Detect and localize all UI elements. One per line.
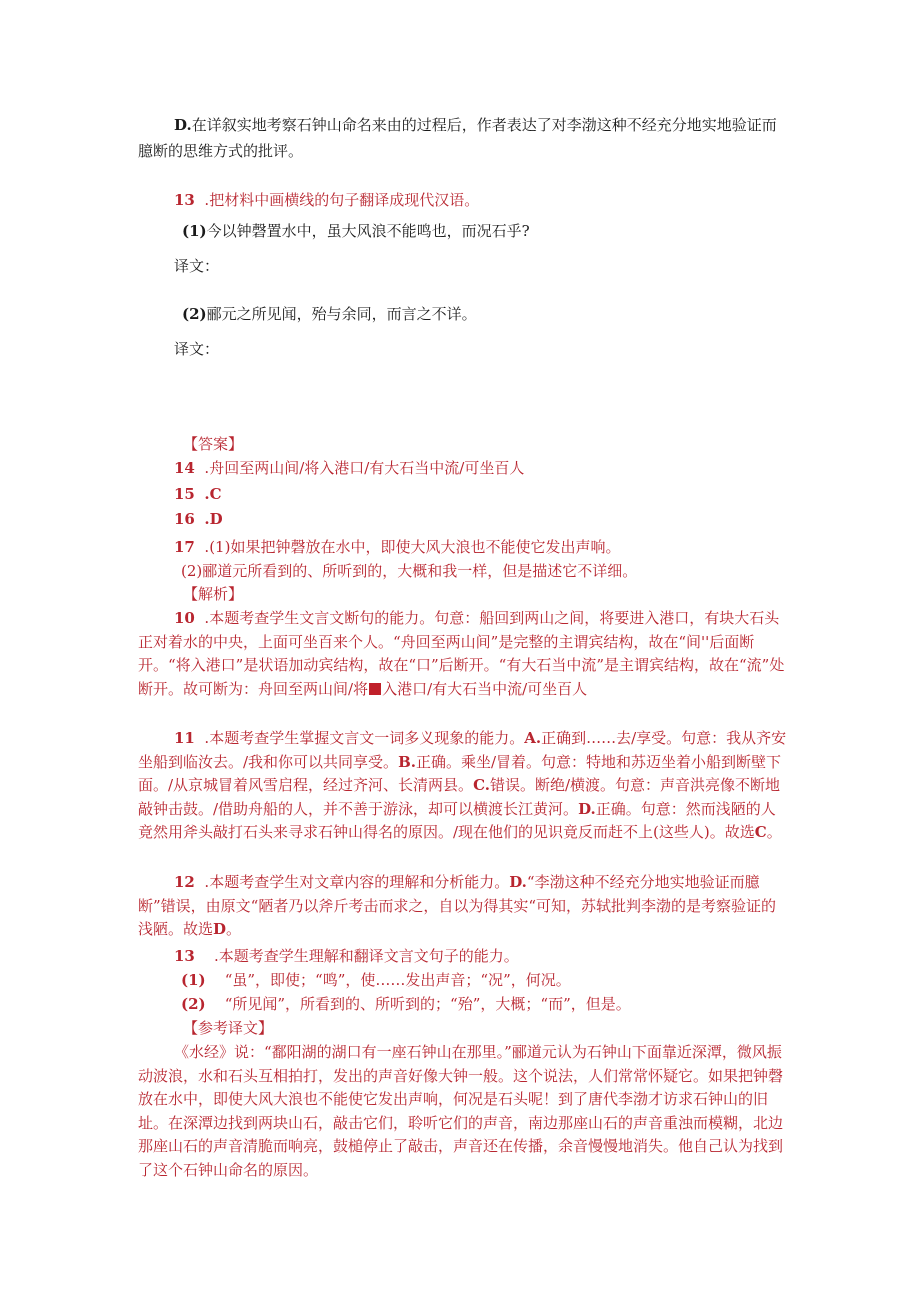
translation-label-1: 译文： — [174, 257, 220, 275]
sentence-label: (2) — [182, 305, 207, 323]
reference-header: 【参考译文】 — [183, 1019, 274, 1037]
sentence-text: 郦元之所见闻，殆与余同，而言之不详。 — [206, 305, 477, 323]
sub-text: “所见闻”，所看到的、所听到的；“殆”，大概；“而”，但是。 — [224, 995, 631, 1013]
analysis-text: .本题考查学生对文章内容的理解和分析能力。 — [204, 873, 510, 891]
analysis-13-2 — [181, 992, 631, 1016]
sentence-label: (1) — [182, 222, 207, 240]
answer-number: 17 — [174, 538, 195, 556]
analysis-number: 13 — [174, 947, 195, 965]
option-text: 在详叙实地考察石钟山命名来由的过程后，作者表达了对李渤这种不经充分地实地验证而臆断的思维方式的批评。 — [138, 116, 777, 160]
analysis-header: 【解析】 — [183, 585, 244, 603]
answer-number: 14 — [174, 459, 195, 477]
analysis-text: 正确。乘坐/冒着。句意：特地和苏迈坐着小船到断壁下面。/从京城冒着风雪启程，经过齐河、长清两县。 — [138, 752, 782, 794]
question-stem: .把材料中画横线的句子翻译成现代汉语。 — [204, 191, 480, 209]
sub-label: (1) — [181, 971, 206, 989]
option-letter-c: C. — [473, 776, 490, 794]
question-number: 13 — [174, 191, 195, 209]
selected-answer: D — [213, 920, 227, 938]
analysis-text: .本题考查学生理解和翻译文言文句子的能力。 — [213, 947, 519, 965]
answer-text: .(1)如果把钟磬放在水中，即使大风大浪也不能使它发出声响。 — [204, 538, 621, 556]
option-letter-d: D. — [578, 799, 596, 818]
reference-translation: 《水经》说：“鄱阳湖的湖口有一座石钟山在那里。”郦道元认为石钟山下面靠近深潭，微风振动波浪，水和石头互相拍打，发出的声音好像大钟一般。这个说法，人们常常怀疑它。如果把钟磬放在水中，即使大风大浪也不能使它发出声响，何况是石头呢！到了唐代李渤才访求石钟山的旧址。在深潭边找到两块山石，敲击它们，聆听它们的声音，南边那座山石的声音重浊而模糊，北边那座山石的声音清脆而响亮，鼓槌停止了敲击，声音还在传播，余音慢慢地消失。他自己认为找到了这个石钟山命名的原因。 — [138, 1043, 784, 1179]
analysis-number: 10 — [174, 609, 195, 627]
analysis-text: .本题考查学生文言文断句的能力。句意：船回到两山之间，将要进入港口，有块大石头正对着水的中央，上面可坐百来个人。“舟回至两山间”是完整的主谓宾结构，故在“间''后面断开。“将入港口”是状语加动宾结构，故在“口”后断开。“有大石当中流”是主谓宾结构，故在“流”处断开。故可断为：舟回至两山间/将 — [138, 609, 785, 698]
answer-text: .D — [204, 510, 223, 528]
answer-14 — [174, 456, 524, 480]
sub-text: “虽”，即使；“鸣”，使……发出声音；“况”，何况。 — [224, 971, 571, 989]
analysis-13-1 — [181, 968, 571, 992]
option-letter-d: D. — [509, 873, 527, 891]
q12-option-d — [138, 112, 790, 164]
answer-16 — [174, 507, 223, 531]
q13-stem — [174, 188, 479, 212]
analysis-text: 正确。句意：然而浅陋的人竟然用斧头敲打石头来寻求石钟山得名的原因。/现在他们的见识竟反而赶不上(这些人)。故选 — [138, 799, 776, 841]
analysis-number: 12 — [174, 873, 195, 891]
analysis-12 — [138, 871, 790, 942]
punctuation: 。 — [226, 920, 242, 938]
analysis-text: “李渤这种不经充分地实地验证而臆断”错误，由原文“陋者乃以斧斤考击而求之，自以为得其实“可知，苏轼批判李渤的是考察验证的浅陋。故选 — [138, 873, 777, 938]
answer-15 — [174, 482, 222, 506]
answer-17 — [174, 535, 620, 559]
q13-sentence-1 — [182, 219, 530, 243]
translation-label-2: 译文： — [174, 340, 220, 358]
analysis-text: .本题考查学生掌握文言文一词多义现象的能力。 — [204, 729, 525, 747]
option-letter-a: A. — [524, 729, 542, 747]
sentence-text: 今以钟磬置水中，虽大风浪不能鸣也，而况石乎? — [206, 222, 530, 240]
option-letter: D. — [174, 116, 192, 134]
redaction-mark — [369, 683, 381, 695]
analysis-text-cont: 入港口/有大石当中流/可坐百人 — [382, 679, 588, 698]
punctuation: 。 — [766, 823, 782, 841]
analysis-11 — [138, 727, 790, 845]
analysis-text: 正确到……去/享受。句意：我从齐安坐船到临汝去。/我和你可以共同享受。 — [138, 729, 787, 771]
answer-number: 16 — [174, 510, 195, 528]
analysis-text: 错误。断绝/横渡。句意：声音洪亮像不断地敲钟击鼓。/借助舟船的人，并不善于游泳，却可以横渡长江黄河。 — [138, 776, 781, 818]
answer-17-part-2: (2)郦道元所看到的、所听到的，大概和我一样，但是描述它不详细。 — [181, 562, 638, 580]
analysis-10 — [138, 607, 790, 701]
sub-label: (2) — [181, 995, 206, 1013]
analysis-number: 11 — [174, 729, 195, 747]
q13-sentence-2 — [182, 302, 477, 326]
selected-answer: C — [754, 823, 767, 841]
answer-text: .舟回至两山间/将入港口/有大石当中流/可坐百人 — [204, 459, 525, 477]
answer-text: .C — [204, 485, 222, 503]
answer-number: 15 — [174, 485, 195, 503]
option-letter-b: B. — [398, 752, 416, 771]
analysis-13 — [174, 944, 519, 968]
answer-header: 【答案】 — [183, 435, 244, 453]
